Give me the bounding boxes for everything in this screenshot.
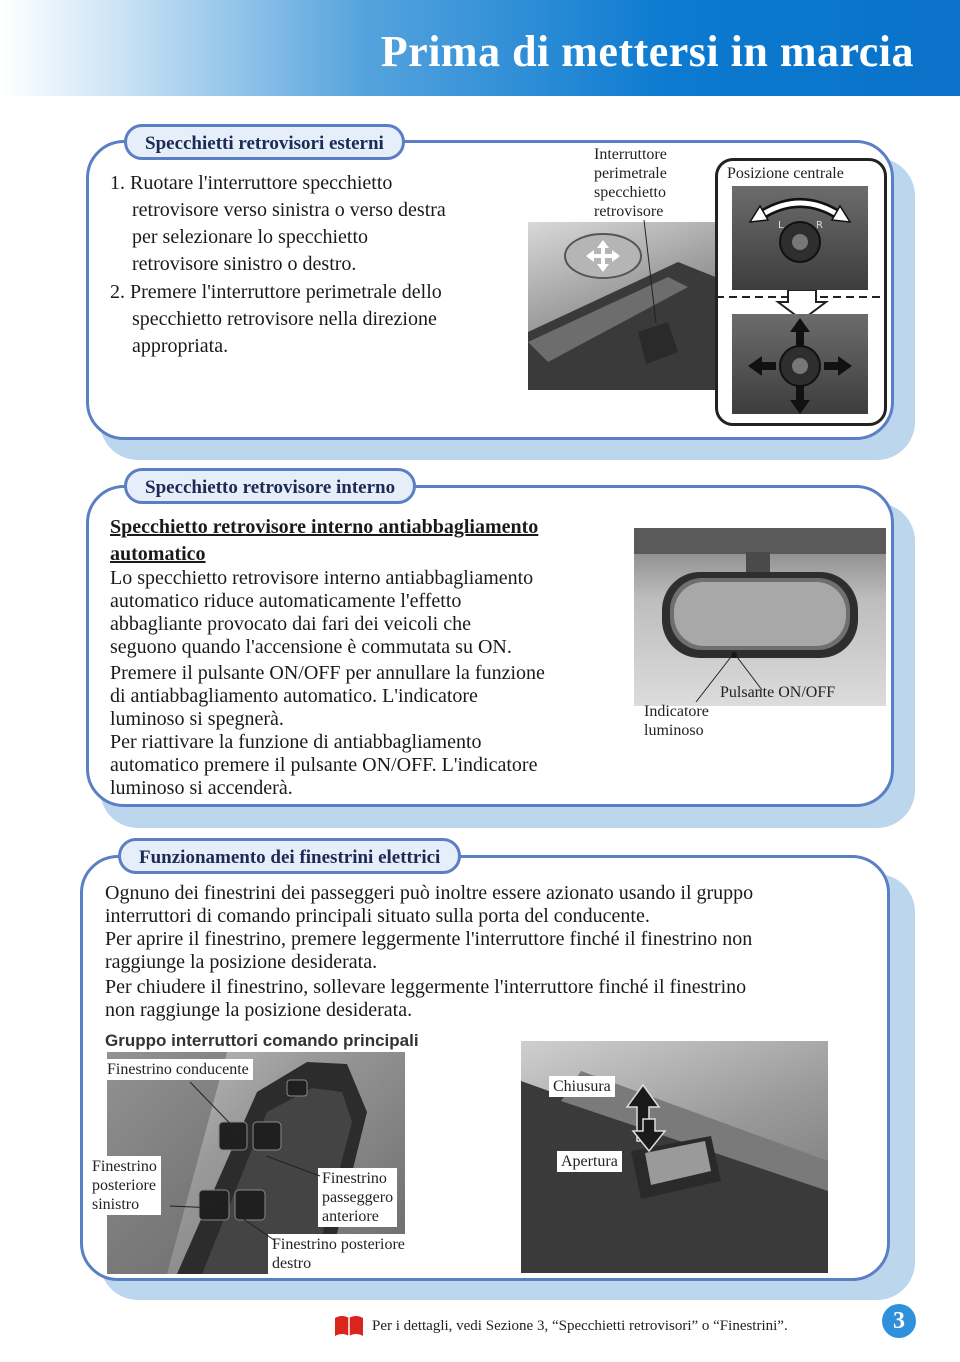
step-1-line: retrovisore verso sinistra o verso destra (132, 199, 446, 221)
open-label: Apertura (557, 1151, 622, 1172)
close-label: Chiusura (549, 1076, 615, 1097)
windows-para-1: Ognuno dei finestrini dei passeggeri può inoltre essere azionato usando il gruppo interruttori di comando principali situato sulla porta del conducente. (105, 882, 754, 927)
center-position-label: Posizione centrale (727, 165, 844, 182)
book-icon (333, 1314, 365, 1338)
subsection-heading-line: automatico (110, 543, 206, 565)
step-1-line: retrovisore sinistro o destro. (132, 253, 357, 275)
step-2: 2. Premere l'interruttore perimetrale dello (110, 281, 442, 303)
section-tab: Funzionamento dei finestrini elettrici (118, 838, 461, 874)
subsection-heading: Specchietto retrovisore interno antiabbagliamento (110, 516, 539, 538)
footer-reference: Per i dettagli, vedi Sezione 3, “Specchietti retrovisori” o “Finestrini”. (372, 1318, 788, 1334)
front-passenger-window-label: Finestrino passeggero anteriore (318, 1168, 397, 1227)
switch-group-title: Gruppo interruttori comando principali (105, 1031, 419, 1050)
switch-leader-lines (150, 1078, 330, 1248)
step-2-line: appropriata. (132, 335, 229, 357)
page-number: 3 (882, 1304, 916, 1338)
step-2-line: specchietto retrovisore nella direzione (132, 308, 437, 330)
windows-para-2: Per aprire il finestrino, premere leggermente l'interruttore finché il finestrino non raggiunge la posizione desiderata. (105, 928, 753, 973)
switch-leader-line (640, 218, 660, 328)
interior-mirror-para-1: Lo specchietto retrovisore interno antiabbagliamento automatico riduce automaticamente l'effetto abbagliante provocato dai fari dei veicoli che seguono quando l'accensione è commutata su ON. (110, 567, 534, 658)
page-header (0, 0, 960, 96)
section-tab: Specchietto retrovisore interno (124, 468, 416, 504)
windows-para-3: Per chiudere il finestrino, sollevare leggermente l'interruttore finché il finestrino non raggiunge la posizione desiderata. (105, 976, 747, 1021)
step-1-line: per selezionare lo specchietto (132, 226, 368, 248)
switch-photo-bottom (732, 314, 868, 414)
rear-left-window-label: Finestrino posteriore sinistro (88, 1156, 161, 1215)
section-tab: Specchietti retrovisori esterni (124, 124, 405, 160)
rear-right-window-label: Finestrino posteriore destro (268, 1234, 409, 1274)
page-title: Prima di mettersi in marcia (380, 27, 914, 76)
door-mirror-illustration (528, 222, 728, 390)
switch-label: Interruttore perimetrale specchietto retrovisore (594, 146, 667, 220)
interior-mirror-para-2: Premere il pulsante ON/OFF per annullare la funzione di antiabbagliamento automatico. L'indicatore luminoso si spegnerà. Per riattivare la funzione di antiabbagliamento automatico premere il pulsante ON/OFF. L'indicatore luminoso si accenderà. (110, 662, 545, 799)
driver-window-label: Finestrino conducente (103, 1059, 253, 1080)
switch-photo-top (732, 186, 868, 290)
on-off-button-label: Pulsante ON/OFF (720, 684, 836, 701)
l-mark: L (778, 220, 784, 231)
indicator-label: Indicatore luminoso (644, 703, 709, 739)
rotate-arrow-icon (732, 186, 868, 290)
r-mark: R (816, 220, 823, 231)
tilt-arrow-icon (732, 314, 868, 414)
door-mirror-photo (528, 222, 728, 390)
step-1: 1. Ruotare l'interruttore specchietto (110, 172, 393, 194)
